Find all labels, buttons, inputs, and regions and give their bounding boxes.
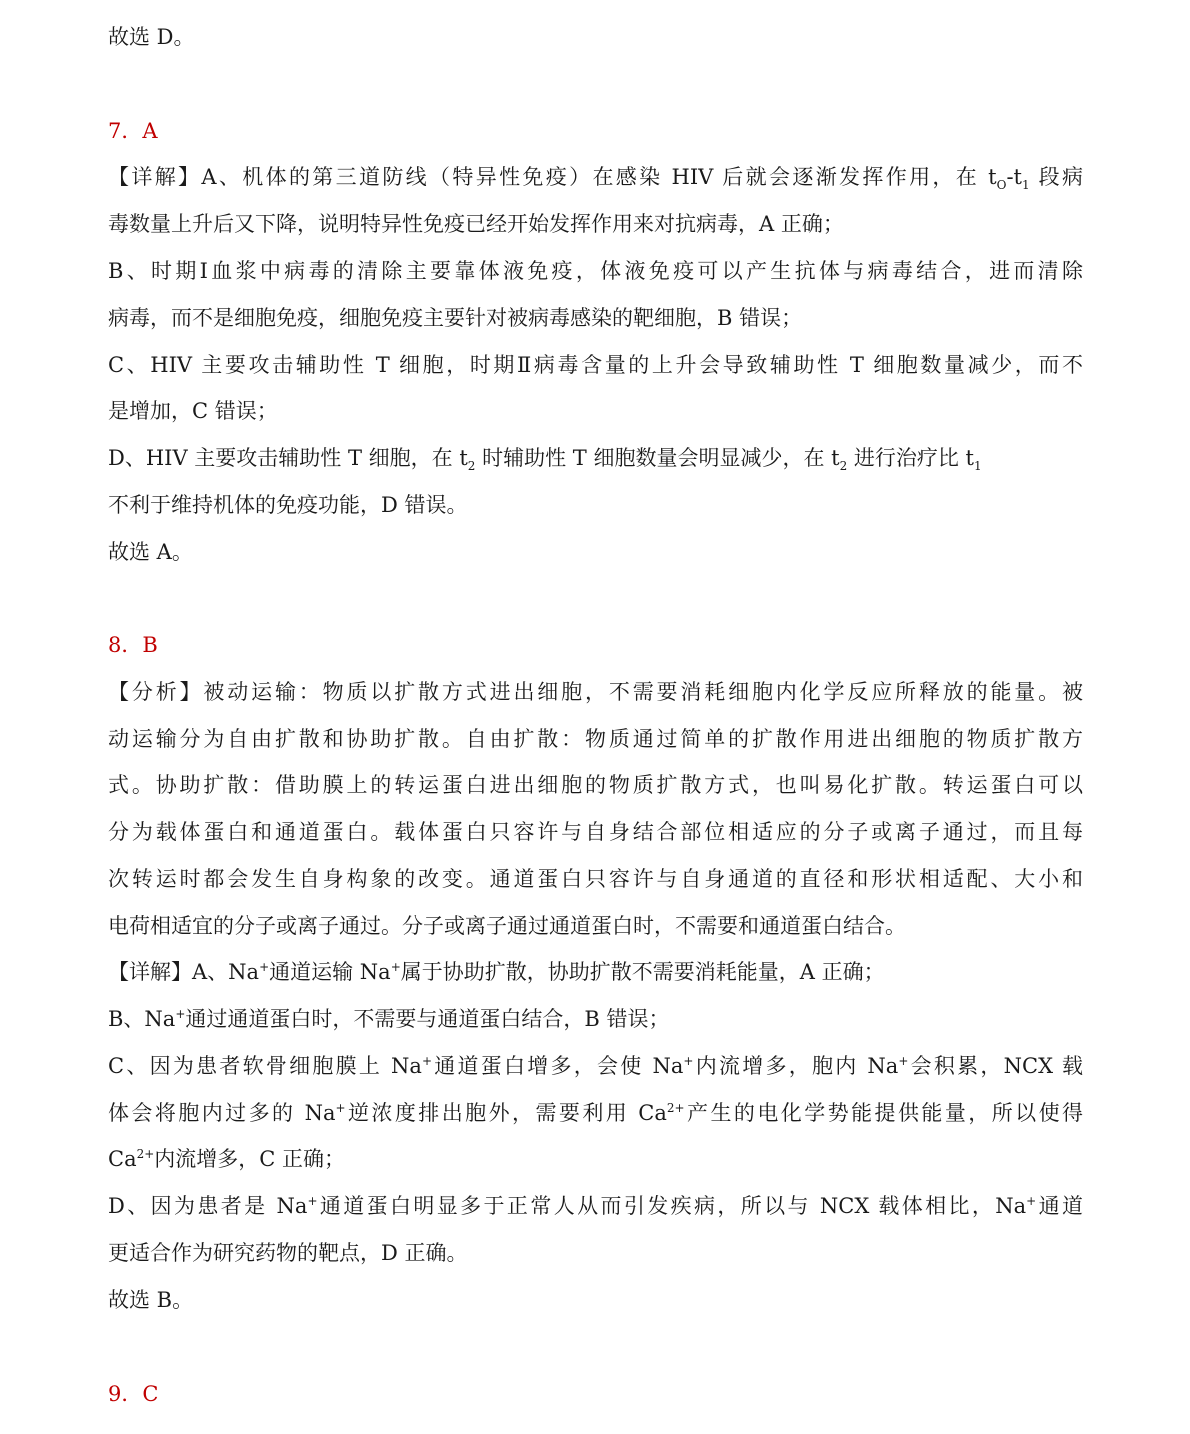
answer-conclusion: 故选 A。	[108, 540, 193, 564]
answer-conclusion: 故选 B。	[108, 1288, 194, 1312]
analysis-line: 分为载体蛋白和通道蛋白。载体蛋白只容许与自身结合部位相适应的分子或离子通过，而且每	[108, 820, 1083, 844]
question-number: 9．C	[108, 1382, 159, 1406]
explanation-line: 【详解】A、Na+通道运输 Na+属于协助扩散，协助扩散不需要消耗能量，A 正确；	[108, 960, 885, 984]
explanation-line: D、因为患者是 Na+通道蛋白明显多于正常人从而引发疾病，所以与 NCX 载体相比，Na+通道	[108, 1194, 1083, 1218]
explanation-line: 病毒，而不是细胞免疫，细胞免疫主要针对被病毒感染的靶细胞，B 错误；	[108, 306, 803, 330]
section-tag: 【分析】	[108, 680, 204, 704]
section-tag: 【详解】	[108, 960, 192, 984]
explanation-line: 更适合作为研究药物的靶点，D 正确。	[108, 1241, 468, 1265]
explanation-line: $Ca^{2+}$内流增多，C 正确；	[108, 1147, 346, 1171]
analysis-line: 次转运时都会发生自身构象的改变。通道蛋白只容许与自身通道的直径和形状相适配、大小和	[108, 867, 1083, 891]
analysis-line: 【分析】被动运输：物质以扩散方式进出细胞，不需要消耗细胞内化学反应所释放的能量。被	[108, 680, 1083, 704]
explanation-line: 【详解】A、机体的第三道防线（特异性免疫）在感染 HIV 后就会逐渐发挥作用，在 $t_O-t_1$ 段病	[108, 165, 1083, 192]
explanation-line: B、时期Ⅰ血浆中病毒的清除主要靠体液免疫，体液免疫可以产生抗体与病毒结合，进而清除	[108, 259, 1083, 283]
explanation-line: C、HIV 主要攻击辅助性 T 细胞，时期Ⅱ病毒含量的上升会导致辅助性 T 细胞数量减少，而不	[108, 353, 1083, 377]
analysis-line: 式。协助扩散：借助膜上的转运蛋白进出细胞的物质扩散方式，也叫易化扩散。转运蛋白可以	[108, 773, 1083, 797]
analysis-line: 电荷相适宜的分子或离子通过。分子或离子通过通道蛋白时，不需要和通道蛋白结合。	[108, 914, 906, 938]
explanation-line: 毒数量上升后又下降，说明特异性免疫已经开始发挥作用来对抗病毒，A 正确；	[108, 212, 844, 236]
section-tag: 【详解】	[108, 165, 202, 189]
answer-conclusion: 故选 D。	[108, 25, 195, 49]
explanation-line: 是增加，C 错误；	[108, 399, 278, 423]
explanation-line: B、Na+通过通道蛋白时，不需要与通道蛋白结合，B 错误；	[108, 1007, 670, 1031]
explanation-line: D、HIV 主要攻击辅助性 T 细胞，在 $t_2$ 时辅助性 T 细胞数量会明显减少，在 $t_2$ 进行治疗比 $t_1$	[108, 446, 982, 473]
explanation-line: C、因为患者软骨细胞膜上 Na+通道蛋白增多，会使 Na+内流增多，胞内 Na+会积累，NCX 载	[108, 1054, 1083, 1078]
analysis-line: 动运输分为自由扩散和协助扩散。自由扩散：物质通过简单的扩散作用进出细胞的物质扩散方	[108, 727, 1083, 751]
question-number: 7．A	[108, 119, 158, 143]
explanation-line: 不利于维持机体的免疫功能，D 错误。	[108, 493, 468, 517]
question-number: 8．B	[108, 633, 158, 657]
explanation-line: 体会将胞内过多的 Na+逆浓度排出胞外，需要利用 $Ca^{2+}$产生的电化学势能提供能量，所以使得	[108, 1101, 1083, 1125]
